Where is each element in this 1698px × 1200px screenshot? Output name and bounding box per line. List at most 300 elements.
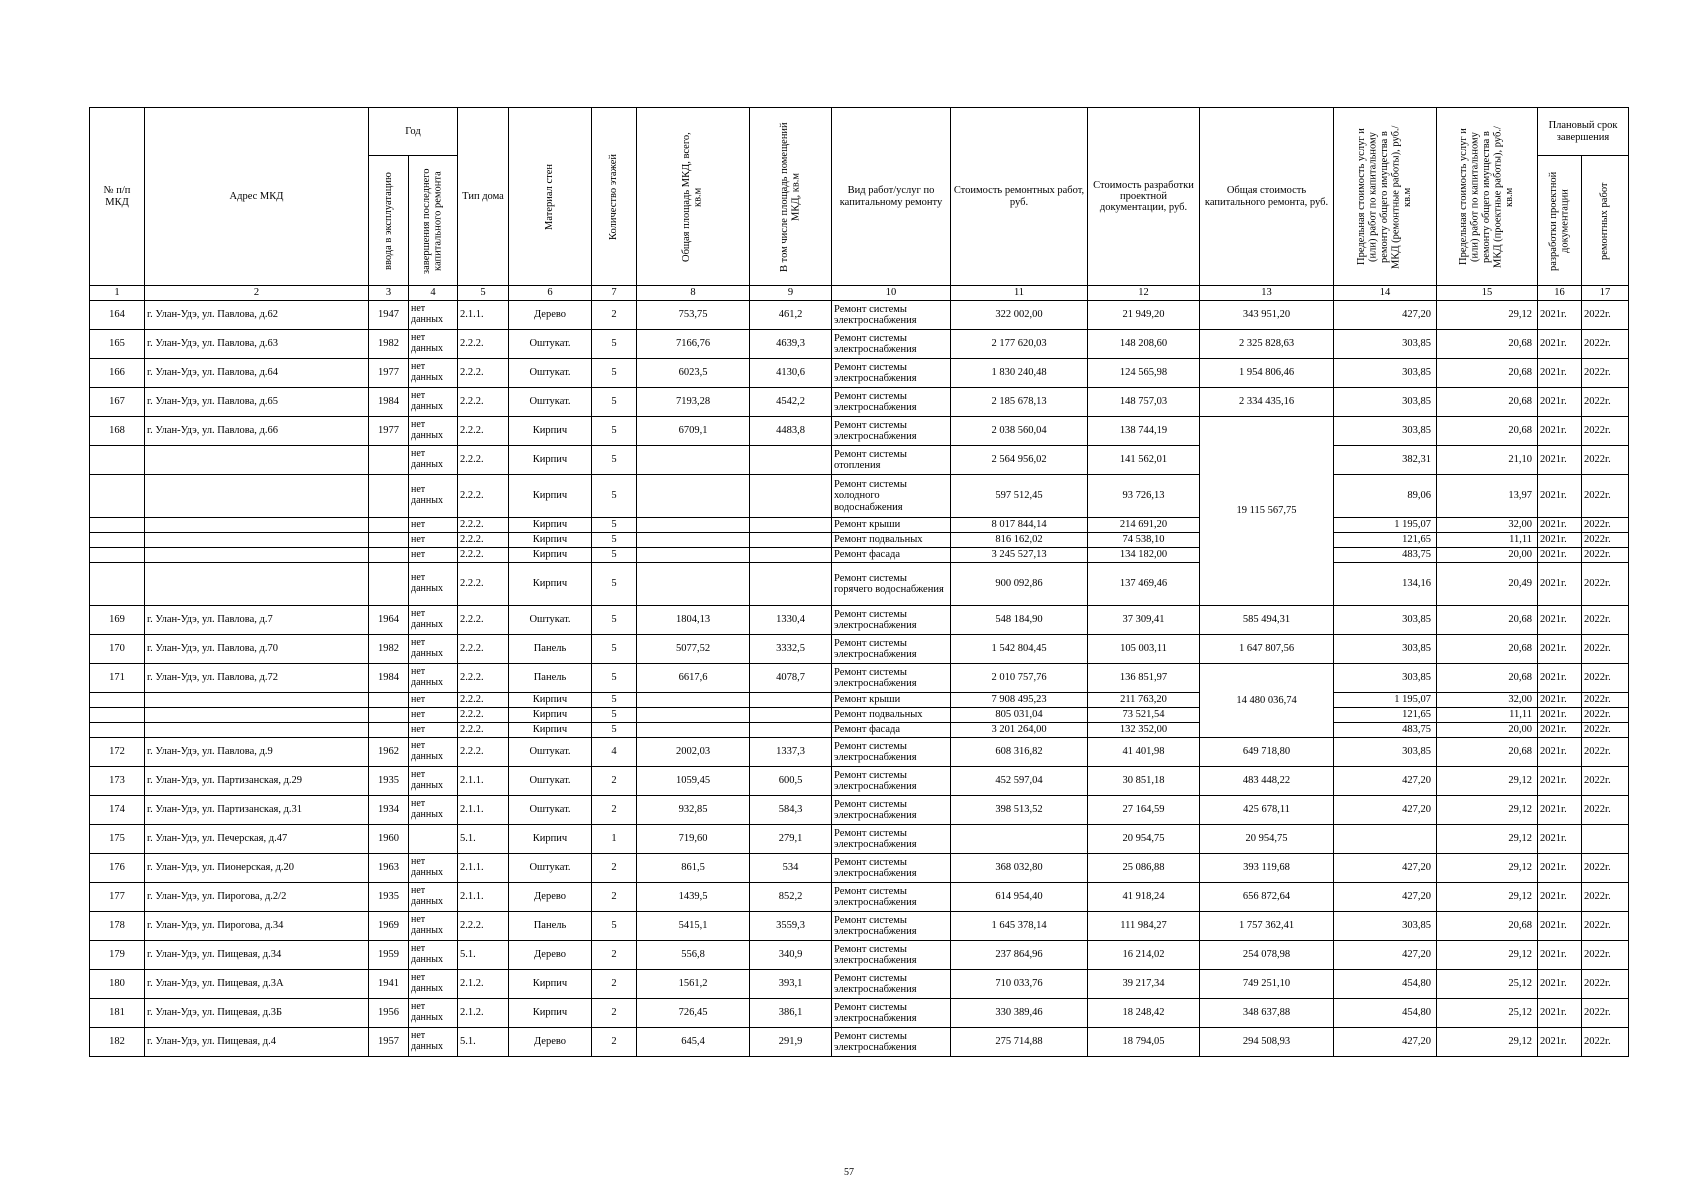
design-cost-cell: 148 208,60 [1088,330,1200,359]
year-last-cell: нет данных [409,738,458,767]
address-cell [145,475,369,518]
header-number: № п/п МКД [90,108,145,286]
column-number-row [90,286,1629,301]
column-number: 17 [1582,286,1629,301]
limit-repair-cell: 427,20 [1334,767,1437,796]
address-cell: г. Улан-Удэ, ул. Павлова, д.64 [145,359,369,388]
limit-repair-cell: 382,31 [1334,446,1437,475]
design-cost-cell: 25 086,88 [1088,854,1200,883]
premises-area-cell: 4639,3 [750,330,832,359]
row-number-cell [90,475,145,518]
total-area-cell: 6709,1 [637,417,750,446]
year-in-cell: 1959 [369,941,409,970]
repair-cost-cell: 8 017 844,14 [951,518,1088,533]
premises-area-cell [750,518,832,533]
house-type-cell: 5.1. [458,1028,509,1057]
floors-cell: 2 [592,941,637,970]
design-cost-cell: 214 691,20 [1088,518,1200,533]
table-row [90,635,1629,664]
table-row [90,738,1629,767]
address-cell: г. Улан-Удэ, ул. Партизанская, д.31 [145,796,369,825]
header-plan: Плановый срок завершения [1538,108,1629,156]
limit-repair-cell: 303,85 [1334,912,1437,941]
plan-repair-cell: 2022г. [1582,388,1629,417]
total-area-cell: 719,60 [637,825,750,854]
year-in-cell: 1964 [369,606,409,635]
address-cell [145,548,369,563]
column-number: 3 [369,286,409,301]
floors-cell: 5 [592,563,637,606]
table-row [90,796,1629,825]
row-number-cell: 168 [90,417,145,446]
year-in-cell: 1977 [369,359,409,388]
work-type-cell: Ремонт системы электроснабжения [832,970,951,999]
total-cost-cell: 425 678,11 [1200,796,1334,825]
row-number-cell [90,723,145,738]
limit-repair-cell: 303,85 [1334,330,1437,359]
plan-design-cell: 2021г. [1538,767,1582,796]
total-area-cell [637,548,750,563]
wall-material-cell: Кирпич [509,723,592,738]
premises-area-cell: 852,2 [750,883,832,912]
table-row [90,563,1629,606]
year-last-cell: нет данных [409,417,458,446]
repair-cost-cell: 3 245 527,13 [951,548,1088,563]
header-wall [509,108,592,286]
wall-material-cell: Кирпич [509,563,592,606]
wall-material-cell: Дерево [509,301,592,330]
total-cost-cell: 483 448,22 [1200,767,1334,796]
row-number-cell: 176 [90,854,145,883]
wall-material-cell: Панель [509,635,592,664]
header-plan-design [1538,156,1582,286]
plan-repair-cell: 2022г. [1582,796,1629,825]
work-type-cell: Ремонт системы электроснабжения [832,854,951,883]
year-last-cell: нет данных [409,854,458,883]
wall-material-cell: Кирпич [509,446,592,475]
header-limit-design-text: Предельная стоимость услуг и (или) работ по капитальному ремонту общего имущества в МКД (проектные работы), руб./кв.м [1458,125,1516,268]
wall-material-cell: Дерево [509,941,592,970]
total-cost-cell: 20 954,75 [1200,825,1334,854]
design-cost-cell: 136 851,97 [1088,664,1200,693]
header-limit-design [1437,108,1538,286]
premises-area-cell: 584,3 [750,796,832,825]
premises-area-cell [750,475,832,518]
repair-cost-cell: 608 316,82 [951,738,1088,767]
address-cell [145,723,369,738]
design-cost-cell: 18 248,42 [1088,999,1200,1028]
year-last-cell: нет данных [409,941,458,970]
work-type-cell: Ремонт системы электроснабжения [832,606,951,635]
house-type-cell: 2.2.2. [458,664,509,693]
plan-design-cell: 2021г. [1538,796,1582,825]
work-type-cell: Ремонт системы электроснабжения [832,912,951,941]
year-in-cell: 1984 [369,388,409,417]
design-cost-cell: 132 352,00 [1088,723,1200,738]
plan-design-cell: 2021г. [1538,883,1582,912]
floors-cell: 5 [592,388,637,417]
column-number: 2 [145,286,369,301]
wall-material-cell: Дерево [509,883,592,912]
limit-design-cell: 20,68 [1437,635,1538,664]
wall-material-cell: Кирпич [509,417,592,446]
design-cost-cell: 124 565,98 [1088,359,1200,388]
limit-design-cell: 32,00 [1437,693,1538,708]
design-cost-cell: 138 744,19 [1088,417,1200,446]
year-in-cell: 1960 [369,825,409,854]
row-number-cell: 166 [90,359,145,388]
total-area-cell: 1059,45 [637,767,750,796]
total-cost-cell: 14 480 036,74 [1200,664,1334,738]
floors-cell: 2 [592,796,637,825]
premises-area-cell [750,446,832,475]
repair-cost-cell: 614 954,40 [951,883,1088,912]
work-type-cell: Ремонт системы электроснабжения [832,767,951,796]
address-cell: г. Улан-Удэ, ул. Пионерская, д.20 [145,854,369,883]
work-type-cell: Ремонт системы электроснабжения [832,883,951,912]
column-number: 5 [458,286,509,301]
design-cost-cell: 73 521,54 [1088,708,1200,723]
year-in-cell [369,563,409,606]
floors-cell: 2 [592,970,637,999]
column-number: 12 [1088,286,1200,301]
total-area-cell: 5415,1 [637,912,750,941]
house-type-cell: 2.2.2. [458,635,509,664]
year-last-cell: нет данных [409,1028,458,1057]
floors-cell: 5 [592,708,637,723]
plan-design-cell: 2021г. [1538,635,1582,664]
design-cost-cell: 137 469,46 [1088,563,1200,606]
plan-design-cell: 2021г. [1538,388,1582,417]
year-in-cell: 1963 [369,854,409,883]
row-number-cell: 167 [90,388,145,417]
table-row [90,475,1629,518]
year-last-cell: нет данных [409,301,458,330]
repair-cost-cell: 322 002,00 [951,301,1088,330]
header-floors [592,108,637,286]
work-type-cell: Ремонт системы электроснабжения [832,738,951,767]
wall-material-cell: Кирпич [509,825,592,854]
plan-design-cell: 2021г. [1538,475,1582,518]
plan-design-cell: 2021г. [1538,693,1582,708]
plan-design-cell: 2021г. [1538,446,1582,475]
limit-design-cell: 32,00 [1437,518,1538,533]
house-type-cell: 2.2.2. [458,388,509,417]
row-number-cell [90,548,145,563]
header-year: Год [369,108,458,156]
floors-cell: 5 [592,606,637,635]
work-type-cell: Ремонт системы электроснабжения [832,635,951,664]
limit-design-cell: 20,68 [1437,417,1538,446]
total-area-cell: 861,5 [637,854,750,883]
design-cost-cell: 30 851,18 [1088,767,1200,796]
table-row [90,388,1629,417]
year-in-cell [369,723,409,738]
house-type-cell: 2.2.2. [458,475,509,518]
limit-design-cell: 25,12 [1437,999,1538,1028]
year-in-cell [369,518,409,533]
plan-repair-cell: 2022г. [1582,970,1629,999]
wall-material-cell: Оштукат. [509,796,592,825]
address-cell [145,446,369,475]
table-row [90,883,1629,912]
total-area-cell: 726,45 [637,999,750,1028]
limit-repair-cell: 454,80 [1334,999,1437,1028]
plan-design-cell: 2021г. [1538,301,1582,330]
year-last-cell: нет данных [409,606,458,635]
year-last-cell: нет данных [409,796,458,825]
house-type-cell: 2.2.2. [458,606,509,635]
repair-cost-cell: 1 645 378,14 [951,912,1088,941]
plan-repair-cell: 2022г. [1582,518,1629,533]
plan-repair-cell: 2022г. [1582,330,1629,359]
plan-design-cell: 2021г. [1538,738,1582,767]
floors-cell: 5 [592,548,637,563]
wall-material-cell: Панель [509,912,592,941]
work-type-cell: Ремонт системы электроснабжения [832,359,951,388]
work-type-cell: Ремонт системы холодного водоснабжения [832,475,951,518]
total-area-cell [637,533,750,548]
header-design-cost: Стоимость разработки проектной документации, руб. [1088,108,1200,286]
table-header [90,108,1629,301]
premises-area-cell: 1337,3 [750,738,832,767]
floors-cell: 5 [592,912,637,941]
header-plan-repair [1582,156,1629,286]
repair-cost-cell: 805 031,04 [951,708,1088,723]
total-area-cell: 1561,2 [637,970,750,999]
premises-area-cell: 4542,2 [750,388,832,417]
year-in-cell [369,548,409,563]
limit-repair-cell: 303,85 [1334,388,1437,417]
plan-repair-cell: 2022г. [1582,999,1629,1028]
year-in-cell: 1947 [369,301,409,330]
limit-design-cell: 20,68 [1437,388,1538,417]
plan-repair-cell: 2022г. [1582,563,1629,606]
work-type-cell: Ремонт фасада [832,548,951,563]
plan-design-cell: 2021г. [1538,518,1582,533]
premises-area-cell: 461,2 [750,301,832,330]
header-repair-cost: Стоимость ремонтных работ, руб. [951,108,1088,286]
header-premises-area [750,108,832,286]
table-row [90,359,1629,388]
column-number: 7 [592,286,637,301]
work-type-cell: Ремонт системы электроснабжения [832,417,951,446]
wall-material-cell: Кирпич [509,518,592,533]
address-cell: г. Улан-Удэ, ул. Пищевая, д.3Б [145,999,369,1028]
year-last-cell: нет данных [409,664,458,693]
column-number: 14 [1334,286,1437,301]
limit-repair-cell: 121,65 [1334,533,1437,548]
repair-cost-cell: 2 010 757,76 [951,664,1088,693]
design-cost-cell: 41 918,24 [1088,883,1200,912]
table-row [90,708,1629,723]
design-cost-cell: 16 214,02 [1088,941,1200,970]
total-area-cell [637,723,750,738]
work-type-cell: Ремонт системы отопления [832,446,951,475]
premises-area-cell: 3559,3 [750,912,832,941]
address-cell: г. Улан-Удэ, ул. Партизанская, д.29 [145,767,369,796]
year-in-cell [369,475,409,518]
total-cost-cell: 1 647 807,56 [1200,635,1334,664]
wall-material-cell: Оштукат. [509,854,592,883]
limit-design-cell: 20,49 [1437,563,1538,606]
house-type-cell: 2.2.2. [458,533,509,548]
address-cell: г. Улан-Удэ, ул. Павлова, д.70 [145,635,369,664]
plan-repair-cell [1582,825,1629,854]
year-last-cell: нет данных [409,359,458,388]
limit-design-cell: 29,12 [1437,883,1538,912]
house-type-cell: 2.1.1. [458,883,509,912]
column-number: 15 [1437,286,1538,301]
total-area-cell: 7193,28 [637,388,750,417]
header-total-cost: Общая стоимость капитального ремонта, руб. [1200,108,1334,286]
plan-design-cell: 2021г. [1538,999,1582,1028]
repair-cost-cell: 597 512,45 [951,475,1088,518]
wall-material-cell: Кирпич [509,708,592,723]
year-in-cell [369,533,409,548]
address-cell [145,563,369,606]
plan-repair-cell: 2022г. [1582,883,1629,912]
row-number-cell [90,563,145,606]
table-row [90,912,1629,941]
plan-repair-cell: 2022г. [1582,767,1629,796]
total-cost-cell: 294 508,93 [1200,1028,1334,1057]
year-last-cell: нет данных [409,767,458,796]
year-last-cell: нет данных [409,912,458,941]
floors-cell: 5 [592,664,637,693]
address-cell: г. Улан-Удэ, ул. Павлова, д.62 [145,301,369,330]
address-cell [145,518,369,533]
limit-design-cell: 29,12 [1437,796,1538,825]
plan-design-cell: 2021г. [1538,606,1582,635]
premises-area-cell [750,533,832,548]
total-area-cell: 932,85 [637,796,750,825]
year-last-cell: нет данных [409,446,458,475]
house-type-cell: 5.1. [458,941,509,970]
total-cost-cell: 343 951,20 [1200,301,1334,330]
work-type-cell: Ремонт крыши [832,518,951,533]
limit-repair-cell: 483,75 [1334,548,1437,563]
table-row [90,941,1629,970]
floors-cell: 5 [592,518,637,533]
limit-design-cell: 21,10 [1437,446,1538,475]
plan-repair-cell: 2022г. [1582,301,1629,330]
row-number-cell: 165 [90,330,145,359]
limit-design-cell: 20,00 [1437,723,1538,738]
header-year-last-text: завершения последнего капитального ремонта [421,167,444,274]
plan-repair-cell: 2022г. [1582,359,1629,388]
plan-repair-cell: 2022г. [1582,417,1629,446]
house-type-cell: 2.1.1. [458,796,509,825]
row-number-cell: 177 [90,883,145,912]
premises-area-cell [750,563,832,606]
limit-design-cell: 13,97 [1437,475,1538,518]
year-in-cell: 1956 [369,999,409,1028]
total-area-cell: 1439,5 [637,883,750,912]
year-last-cell: нет [409,533,458,548]
row-number-cell [90,533,145,548]
plan-repair-cell: 2022г. [1582,548,1629,563]
total-cost-cell: 656 872,64 [1200,883,1334,912]
year-last-cell: нет данных [409,970,458,999]
premises-area-cell: 393,1 [750,970,832,999]
premises-area-cell: 291,9 [750,1028,832,1057]
house-type-cell: 2.1.1. [458,767,509,796]
floors-cell: 5 [592,723,637,738]
limit-repair-cell: 303,85 [1334,417,1437,446]
house-type-cell: 2.2.2. [458,563,509,606]
table-row [90,1028,1629,1057]
year-last-cell: нет [409,693,458,708]
limit-repair-cell: 303,85 [1334,606,1437,635]
premises-area-cell [750,548,832,563]
row-number-cell [90,518,145,533]
plan-repair-cell: 2022г. [1582,446,1629,475]
table-row [90,999,1629,1028]
floors-cell: 5 [592,330,637,359]
premises-area-cell: 4130,6 [750,359,832,388]
floors-cell: 2 [592,854,637,883]
floors-cell: 4 [592,738,637,767]
house-type-cell: 2.2.2. [458,708,509,723]
row-number-cell: 174 [90,796,145,825]
limit-design-cell: 29,12 [1437,941,1538,970]
address-cell [145,533,369,548]
address-cell: г. Улан-Удэ, ул. Пищевая, д.34 [145,941,369,970]
plan-repair-cell: 2022г. [1582,693,1629,708]
repair-cost-cell: 398 513,52 [951,796,1088,825]
year-last-cell: нет данных [409,388,458,417]
limit-repair-cell: 89,06 [1334,475,1437,518]
address-cell: г. Улан-Удэ, ул. Павлова, д.66 [145,417,369,446]
plan-design-cell: 2021г. [1538,970,1582,999]
year-in-cell: 1935 [369,767,409,796]
work-type-cell: Ремонт системы электроснабжения [832,825,951,854]
house-type-cell: 2.2.2. [458,330,509,359]
house-type-cell: 2.2.2. [458,359,509,388]
column-number: 8 [637,286,750,301]
plan-design-cell: 2021г. [1538,563,1582,606]
limit-repair-cell: 1 195,07 [1334,693,1437,708]
plan-design-cell: 2021г. [1538,533,1582,548]
year-last-cell: нет данных [409,883,458,912]
repair-cost-cell: 2 177 620,03 [951,330,1088,359]
premises-area-cell [750,708,832,723]
year-last-cell: нет [409,548,458,563]
wall-material-cell: Кирпич [509,999,592,1028]
plan-repair-cell: 2022г. [1582,738,1629,767]
header-wall-text: Материал стен [544,163,556,230]
header-floors-text: Количество этажей [608,153,620,240]
work-type-cell: Ремонт системы электроснабжения [832,999,951,1028]
design-cost-cell: 74 538,10 [1088,533,1200,548]
table-row [90,518,1629,533]
column-number: 11 [951,286,1088,301]
year-last-cell: нет [409,708,458,723]
table-body [90,301,1629,1057]
page-number: 57 [844,1167,854,1178]
house-type-cell: 2.2.2. [458,446,509,475]
header-year-last [409,156,458,286]
year-in-cell: 1962 [369,738,409,767]
design-cost-cell: 41 401,98 [1088,738,1200,767]
plan-design-cell: 2021г. [1538,825,1582,854]
row-number-cell: 173 [90,767,145,796]
house-type-cell: 2.1.2. [458,970,509,999]
year-in-cell: 1977 [369,417,409,446]
floors-cell: 2 [592,767,637,796]
row-number-cell [90,708,145,723]
